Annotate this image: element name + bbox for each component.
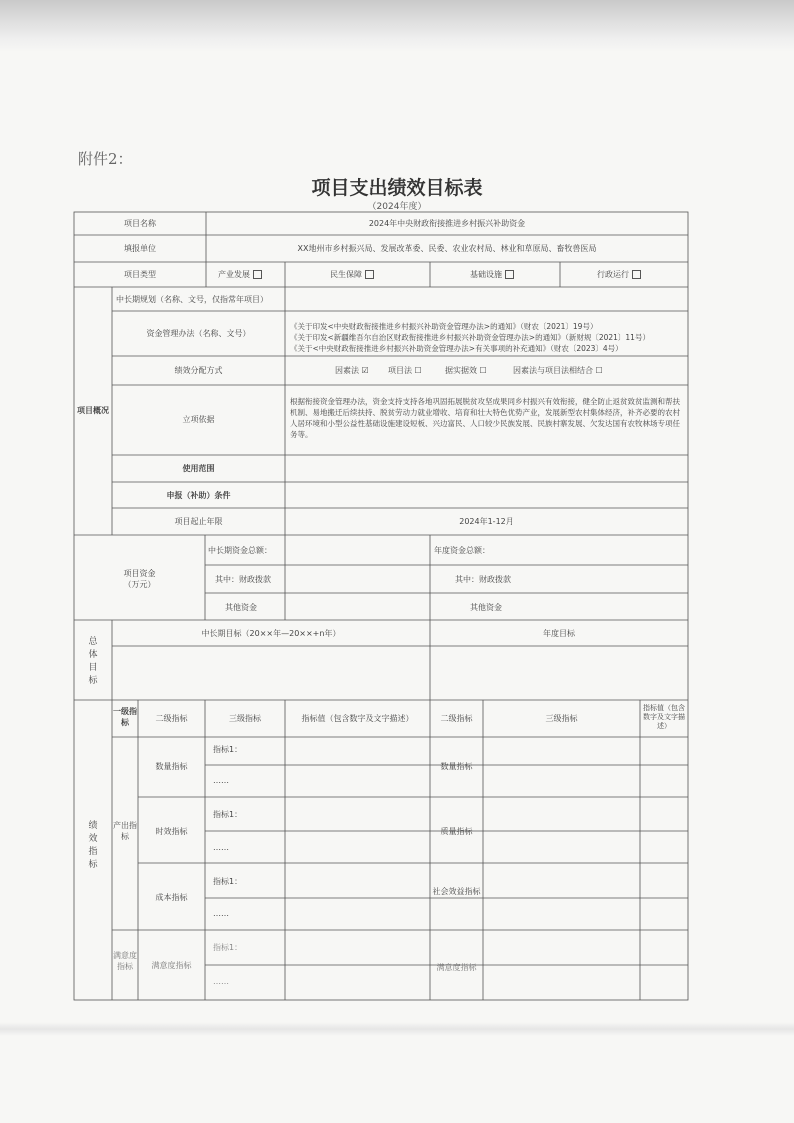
type-option-administration[interactable] xyxy=(597,269,641,280)
fund-mgmt-label: 资金管理办法（名称、文号） xyxy=(146,329,251,338)
level2-header-right: 二级指标 xyxy=(440,714,473,723)
period-label: 项目起止年限 xyxy=(174,517,223,526)
period-value: 2024年1-12月 xyxy=(459,517,514,526)
indicator-item: 指标1： xyxy=(213,810,243,819)
mid-total-label: 中长期资金总额： xyxy=(208,546,272,555)
year-goal-header: 年度目标 xyxy=(543,629,575,638)
mid-goal-header: 中长期目标（20××年—20××+n年） xyxy=(201,629,341,638)
year-other-label: 其他资金 xyxy=(470,603,502,612)
alloc-option-factor[interactable]: 因素法 ☑ xyxy=(335,366,369,375)
indicator-item: 指标1： xyxy=(213,943,243,952)
unit-value: XX地州市乡村振兴局、发展改革委、民委、农业农村局、林业和草原局、畜牧兽医局 xyxy=(297,244,597,253)
indicator-ellipsis: …… xyxy=(213,909,229,918)
checkbox-icon xyxy=(365,270,374,279)
overview-section-label: 项目概况 xyxy=(77,406,109,415)
unit-label: 填报单位 xyxy=(124,244,156,253)
goals-label: 总体目标 xyxy=(88,637,98,686)
basis-label: 立项依据 xyxy=(182,415,215,424)
scope-label: 使用范围 xyxy=(182,464,215,473)
satisfaction-indicator-label: 满意度指标 xyxy=(113,951,137,971)
type-option-infrastructure[interactable] xyxy=(470,269,514,280)
mid-fiscal-label: 其中：财政拨款 xyxy=(215,575,271,584)
type-option-industry[interactable] xyxy=(218,269,262,280)
type-label: 项目类型 xyxy=(124,270,156,279)
indicators-label: 绩效指标 xyxy=(88,821,98,870)
attachment-label: 附件2： xyxy=(78,150,133,168)
level1-header: 一级指标 xyxy=(113,707,137,727)
type-option-label: 产业发展 xyxy=(218,270,250,279)
year-fiscal-label: 其中：财政拨款 xyxy=(455,575,511,584)
project-name-label: 项目名称 xyxy=(124,219,156,228)
alloc-option-actual[interactable]: 据实据效 ☐ xyxy=(445,366,487,375)
alloc-option-combined[interactable]: 因素法与项目法相结合 ☐ xyxy=(513,366,603,375)
fund-mgmt-line-1: 《关于印发<中央财政衔接推进乡村振兴补助资金管理办法>的通知》（财农〔2021〕19号） xyxy=(290,322,598,331)
project-name-value: 2024年中央财政衔接推进乡村振兴补助资金 xyxy=(368,219,526,228)
funds-label: 项目资金 （万元） xyxy=(123,569,156,589)
value-header-right: 指标值（包含数字及文字描述） xyxy=(643,704,685,730)
checkbox-icon xyxy=(505,270,514,279)
basis-text: 根据衔接资金管理办法，资金支持支持各地巩固拓展脱贫攻坚成果同乡村振兴有效衔接，健全防止返贫致贫监测和帮扶机制、易地搬迁后续扶持、脱贫劳动力就业增收、培育和壮大特色优势产业，发展新型农村集体经济，补齐必要的农村人居环境和小型公益性基础设施建设短板、兴边富民、人口较少民族发展、民族村寨发展、欠发达国有农牧林场专项任务等。 xyxy=(290,397,680,439)
fund-mgmt-line-2: 《关于印发<新疆维吾尔自治区财政衔接推进乡村振兴补助资金管理办法>的通知》（新财规〔2021〕11号） xyxy=(290,333,650,342)
output-indicator-label: 产出指标 xyxy=(113,821,137,841)
type-option-livelihood[interactable] xyxy=(330,269,374,280)
right-group-quality: 质量指标 xyxy=(440,827,473,836)
value-header: 指标值（包含数字及文字描述） xyxy=(301,714,414,723)
condition-label: 申报（补助）条件 xyxy=(166,491,231,500)
fund-mgmt-line-3: 《关于<中央财政衔接推进乡村振兴补助资金管理办法>有关事项的补充通知》（财农〔2023〕4号） xyxy=(290,344,623,353)
alloc-label: 绩效分配方式 xyxy=(174,366,223,375)
type-option-label: 基础设施 xyxy=(470,270,502,279)
indicator-ellipsis: …… xyxy=(213,977,229,986)
indicator-ellipsis: …… xyxy=(213,843,229,852)
checkbox-icon xyxy=(632,270,641,279)
right-group-social: 社会效益指标 xyxy=(432,887,481,896)
left-group-quantity: 数量指标 xyxy=(155,762,188,771)
alloc-option-project[interactable]: 项目法 ☐ xyxy=(388,366,422,375)
level2-header: 二级指标 xyxy=(155,714,188,723)
level3-header: 三级指标 xyxy=(229,714,261,723)
indicator-item: 指标1： xyxy=(213,745,243,754)
left-group-timeliness: 时效指标 xyxy=(155,827,188,836)
type-option-label: 民生保障 xyxy=(330,270,362,279)
right-group-satisfaction: 满意度指标 xyxy=(436,963,477,972)
page-title: 项目支出绩效目标表 xyxy=(311,177,483,199)
plan-label: 中长期规划（名称、文号，仅指常年项目） xyxy=(116,295,268,304)
checkbox-icon xyxy=(253,270,262,279)
mid-other-label: 其他资金 xyxy=(225,603,257,612)
indicator-item: 指标1： xyxy=(213,877,243,886)
left-group-cost: 成本指标 xyxy=(155,893,188,902)
indicator-ellipsis: …… xyxy=(213,776,229,785)
year-total-label: 年度资金总额： xyxy=(434,546,490,555)
left-group-satisfaction: 满意度指标 xyxy=(151,961,192,970)
right-group-quantity: 数量指标 xyxy=(440,762,473,771)
year-note: （2024年度） xyxy=(367,202,427,212)
level3-header-right: 三级指标 xyxy=(545,714,578,723)
type-option-label: 行政运行 xyxy=(597,270,629,279)
